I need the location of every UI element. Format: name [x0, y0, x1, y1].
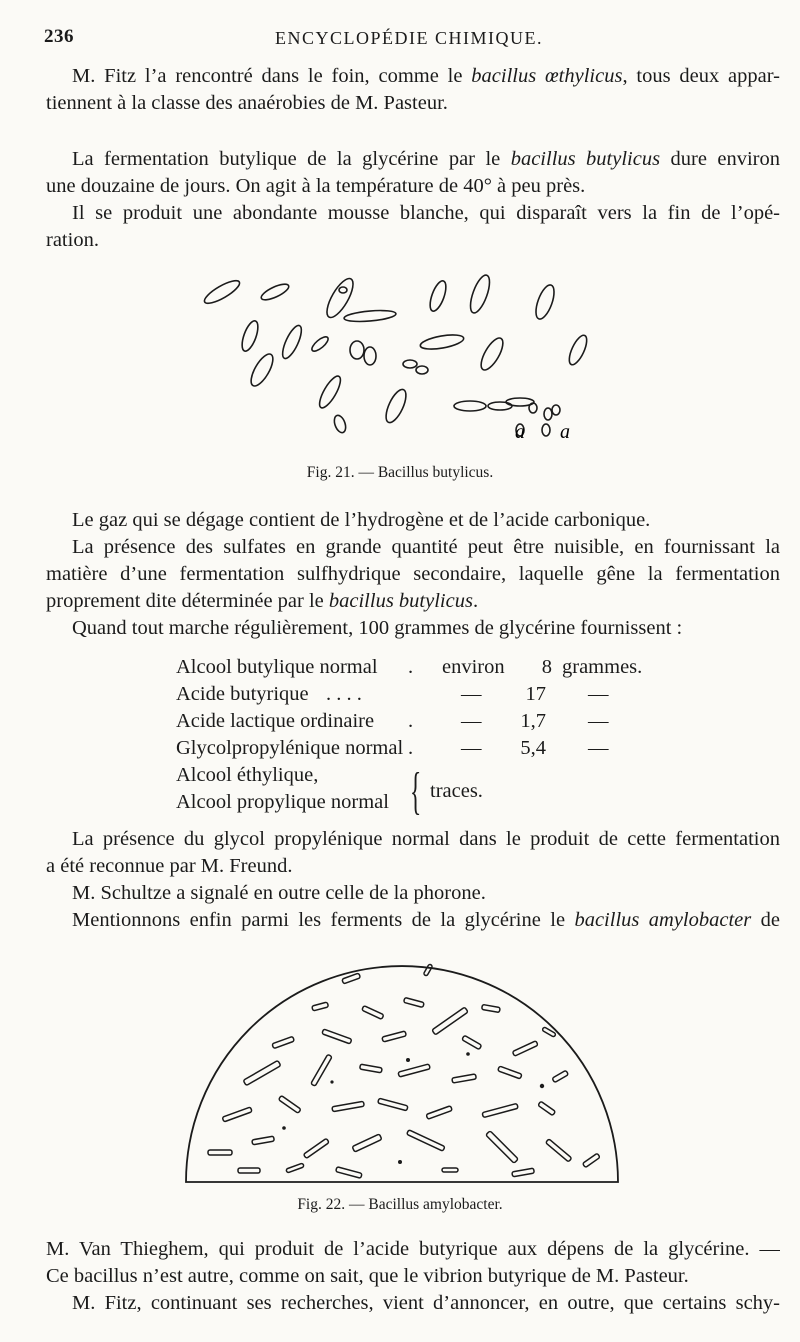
- text-line: La présence du glycol propylénique normal dans le produit de cette fermentation: [72, 828, 780, 850]
- product-name: Acide butyrique: [176, 683, 309, 705]
- figure-21-caption: Fig. 21. — Bacillus butylicus.: [306, 464, 494, 481]
- product-qualifier: —: [461, 737, 482, 759]
- text-line: ration.: [46, 229, 99, 251]
- running-head: ENCYCLOPÉDIE CHIMIQUE.: [275, 28, 543, 48]
- figure-21-label-a-second: a: [560, 421, 570, 443]
- figure-22-bacillus-amylobacter: [182, 942, 622, 1192]
- product-name: Alcool éthylique,: [176, 764, 319, 786]
- leader-dots: .: [408, 710, 414, 732]
- text-line: tiennent à la classe des anaérobies de M. Pasteur.: [46, 92, 448, 114]
- text-line: Quand tout marche régulièrement, 100 grammes de glycérine fournissent :: [72, 617, 683, 639]
- product-unit: —: [588, 683, 609, 705]
- figure-22-caption: Fig. 22. — Bacillus amylobacter.: [297, 1196, 503, 1213]
- product-name: Glycolpropylénique normal: [176, 737, 404, 759]
- figure-21-bacillus-butylicus: [180, 266, 600, 446]
- product-unit: —: [588, 737, 609, 759]
- paragraph-gaz: [46, 507, 780, 534]
- text-line: Il se produit une abondante mousse blanche, qui disparaît vers la fin de l’opé-: [72, 202, 780, 224]
- text-line: Ce bacillus n’est autre, comme on sait, que le vibrion butyrique de M. Pasteur.: [46, 1265, 689, 1287]
- product-value: 1,7: [520, 710, 546, 732]
- product-name: Alcool butylique normal: [176, 656, 378, 678]
- paragraph-van-thieghem: [46, 1236, 780, 1290]
- product-qualifier: —: [461, 710, 482, 732]
- product-name: Acide lactique ordinaire: [176, 710, 375, 732]
- paragraph-schultze: [46, 880, 780, 907]
- product-qualifier: —: [461, 683, 482, 705]
- text-line: M. Van Thieghem, qui produit de l’acide butyrique aux dépens de la glycérine. —: [46, 1238, 780, 1260]
- leader-dots: .: [408, 737, 414, 759]
- text-line: La présence des sulfates en grande quantité peut être nuisible, en fournissant la: [72, 536, 780, 558]
- paragraph-glycol: [46, 826, 780, 880]
- paragraph-fermentation-butylique: [46, 146, 780, 200]
- page-header: [44, 26, 774, 56]
- leader-dots: . . . .: [326, 683, 362, 705]
- product-unit: grammes.: [562, 656, 643, 678]
- paragraph-fitz-foin: [46, 63, 780, 117]
- text-line: matière d’une fermentation sulfhydrique secondaire, laquelle gêne la fermentation: [46, 563, 780, 585]
- product-name: Alcool propylique normal: [176, 791, 389, 813]
- paragraph-sulfates: [46, 534, 780, 615]
- paragraph-mousse: [46, 200, 780, 254]
- text-line: La fermentation butylique de la glycérine par le bacillus butylicus dure environ: [72, 148, 780, 170]
- product-value: 5,4: [520, 737, 546, 759]
- text-line: une douzaine de jours. On agit à la température de 40° à peu près.: [46, 175, 586, 197]
- traces-label: traces.: [430, 780, 483, 802]
- text-line: M. Fitz, continuant ses recherches, vient d’annoncer, en outre, que certains schy-: [72, 1292, 780, 1314]
- product-value: 17: [525, 683, 546, 705]
- page-number: 236: [44, 26, 74, 47]
- figure-21-label-a: a: [515, 421, 525, 443]
- product-unit: —: [588, 710, 609, 732]
- text-line: a été reconnue par M. Freund.: [46, 855, 293, 877]
- paragraph-quand-tout: [46, 615, 780, 642]
- text-line: Mentionnons enfin parmi les ferments de la glycérine le bacillus amylobacter de: [72, 909, 780, 931]
- text-line: Le gaz qui se dégage contient de l’hydrogène et de l’acide carbonique.: [72, 509, 651, 531]
- paragraph-mentionnons: [46, 907, 780, 934]
- product-value: 8: [541, 656, 552, 678]
- text-line: M. Schultze a signalé en outre celle de la phorone.: [72, 882, 486, 904]
- product-qualifier: environ: [442, 656, 505, 678]
- text-line: M. Fitz l’a rencontré dans le foin, comme le bacillus œthylicus, tous deux appar-: [72, 65, 780, 87]
- leader-dots: .: [408, 656, 414, 678]
- brace-icon: {: [410, 763, 422, 820]
- text-line: proprement dite déterminée par le bacillus butylicus.: [46, 590, 479, 612]
- paragraph-fitz-continuant: [46, 1290, 780, 1317]
